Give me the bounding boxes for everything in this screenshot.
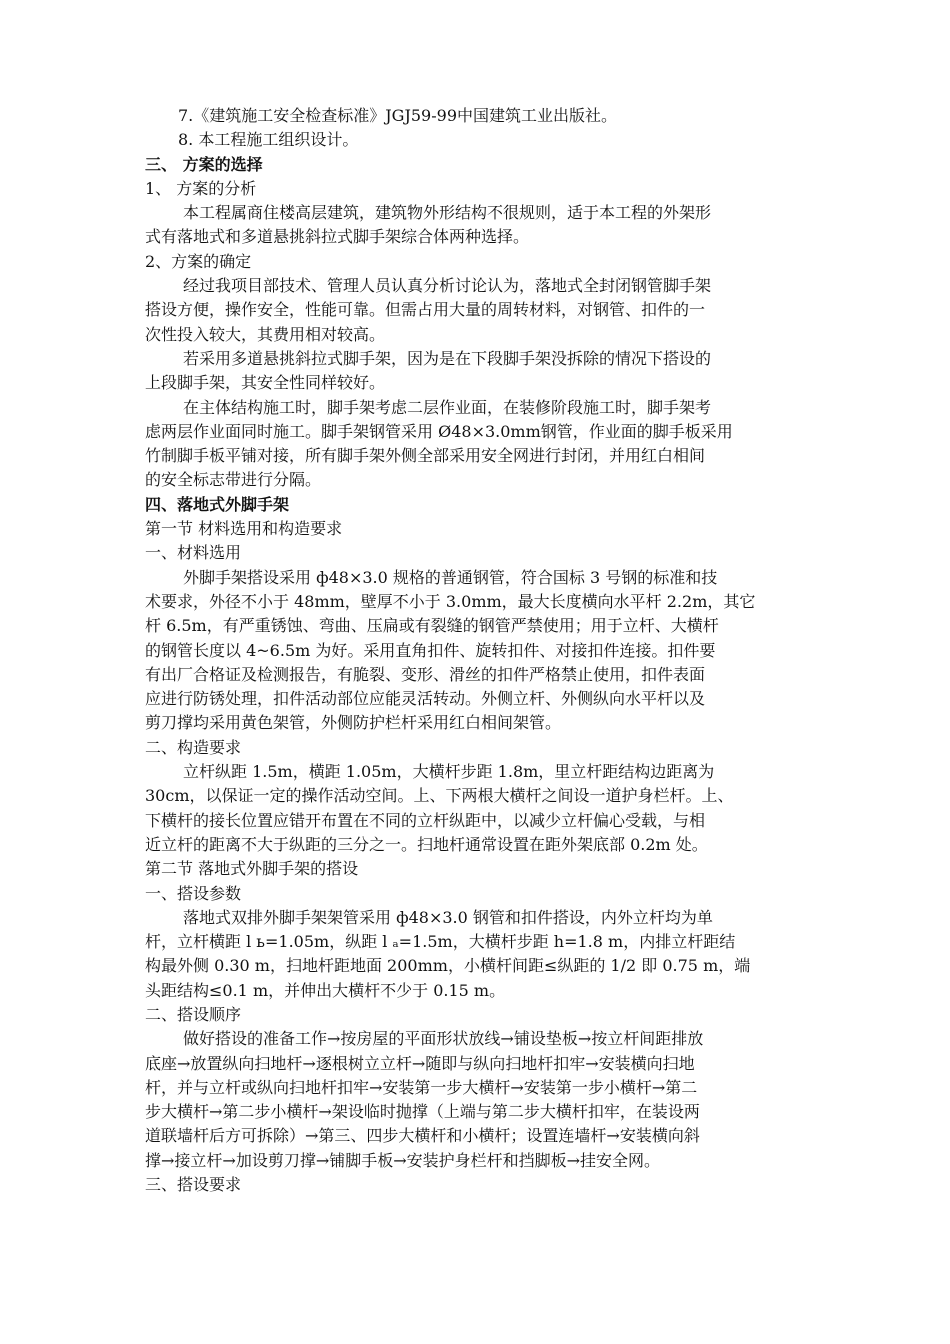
text-line: 一、材料选用: [145, 543, 242, 563]
text-line: 的安全标志带进行分隔。: [145, 470, 322, 490]
text-line: 一、搭设参数: [145, 883, 242, 903]
text-line: 杆，并与立杆或纵向扫地杆扣牢→安装第一步大横杆→安装第一步小横杆→第二: [145, 1077, 698, 1097]
text-line: 撑→接立杆→加设剪刀撑→铺脚手板→安装护身栏杆和挡脚板→挂安全网。: [145, 1150, 661, 1170]
document-body: [145, 104, 825, 1197]
text-line: 经过我项目部技术、管理人员认真分析讨论认为，落地式全封闭钢管脚手架: [183, 276, 712, 296]
text-line: 三、搭设要求: [145, 1175, 242, 1195]
text-line: 近立杆的距离不大于纵距的三分之一。扫地杆通常设置在距外架底部 0.2m 处。: [145, 834, 708, 854]
text-line: 上段脚手架，其安全性同样较好。: [145, 373, 386, 393]
text-line: 下横杆的接长位置应错开布置在不同的立杆纵距中，以减少立杆偏心受载，与相: [145, 810, 706, 830]
text-line: 做好搭设的准备工作→按房屋的平面形状放线→铺设垫板→按立杆间距排放: [183, 1029, 704, 1049]
text-line: 若采用多道悬挑斜拉式脚手架，因为是在下段脚手架没拆除的情况下搭设的: [183, 348, 712, 368]
text-line: 的钢管长度以 4~6.5m 为好。采用直角扣件、旋转扣件、对接扣件连接。扣件要: [145, 640, 716, 660]
text-line: 有出厂合格证及检测报告，有脆裂、变形、滑丝的扣件严格禁止使用，扣件表面: [145, 664, 706, 684]
text-line: 构最外侧 0.30 m，扫地杆距地面 200mm，小横杆间距≤纵距的 1/2 即 0.75 m，端: [145, 956, 751, 976]
text-line: 30cm，以保证一定的操作活动空间。上、下两根大横杆之间设一道护身栏杆。上、: [145, 786, 734, 806]
text-line: 外脚手架搭设采用 ф48×3.0 规格的普通钢管，符合国标 3 号钢的标准和技: [183, 567, 718, 587]
text-line: 立杆纵距 1.5m，横距 1.05m，大横杆步距 1.8m，里立杆距结构边距离为: [183, 762, 715, 782]
text-line: 在主体结构施工时，脚手架考虑二层作业面，在装修阶段施工时，脚手架考: [183, 397, 712, 417]
section-heading: 三、 方案的选择: [145, 154, 263, 174]
text-line: 道联墙杆后方可拆除）→第三、四步大横杆和小横杆；设置连墙杆→安装横向斜: [145, 1126, 700, 1146]
text-line: 第一节 材料选用和构造要求: [145, 519, 343, 539]
text-line: 底座→放置纵向扫地杆→逐根树立立杆→随即与纵向扫地杆扣牢→安装横向扫地: [145, 1053, 695, 1073]
text-line: 应进行防锈处理，扣件活动部位应能灵活转动。外侧立杆、外侧纵向水平杆以及: [145, 689, 706, 709]
text-line: 杆 6.5m，有严重锈蚀、弯曲、压扁或有裂缝的钢管严禁使用；用于立杆、大横杆: [145, 616, 719, 636]
text-line: 2、方案的确定: [145, 251, 252, 271]
section-heading: 四、落地式外脚手架: [145, 494, 290, 514]
text-line: 剪刀撑均采用黄色架管，外侧防护栏杆采用红白相间架管。: [145, 713, 562, 733]
text-line: 落地式双排外脚手架架管采用 ф48×3.0 钢管和扣件搭设，内外立杆均为单: [183, 907, 713, 927]
text-line: 头距结构≤0.1 m，并伸出大横杆不少于 0.15 m。: [145, 980, 506, 1000]
text-line: 第二节 落地式外脚手架的搭设: [145, 859, 359, 879]
text-line: 步大横杆→第二步小横杆→架设临时抛撑（上端与第二步大横杆扣牢，在装设两: [145, 1102, 700, 1122]
text-line: 8. 本工程施工组织设计。: [178, 130, 359, 150]
text-line: 本工程属商住楼高层建筑，建筑物外形结构不很规则，适于本工程的外架形: [183, 203, 712, 223]
text-line: 术要求，外径不小于 48mm，壁厚不小于 3.0mm，最大长度横向水平杆 2.2m，其它: [145, 591, 756, 611]
text-line: 杆，立杆横距 l ь=1.05m，纵距 l ₐ=1.5m，大横杆步距 h=1.8 m，内排立杆距结: [145, 932, 736, 952]
text-line: 二、构造要求: [145, 737, 242, 757]
text-line: 次性投入较大，其费用相对较高。: [145, 324, 386, 344]
text-line: 竹制脚手板平铺对接，所有脚手架外侧全部采用安全网进行封闭，并用红白相间: [145, 446, 706, 466]
text-line: 1、 方案的分析: [145, 178, 257, 198]
text-line: 二、搭设顺序: [145, 1004, 242, 1024]
text-line: 搭设方便，操作安全，性能可靠。但需占用大量的周转材料，对钢管、扣件的一: [145, 300, 706, 320]
text-line: 7.《建筑施工安全检查标准》JGJ59-99中国建筑工业出版社。: [178, 106, 618, 125]
text-line: 虑两层作业面同时施工。脚手架钢管采用 Ø48×3.0mm钢管，作业面的脚手板采用: [145, 421, 733, 441]
text-line: 式有落地式和多道悬挑斜拉式脚手架综合体两种选择。: [145, 227, 530, 247]
